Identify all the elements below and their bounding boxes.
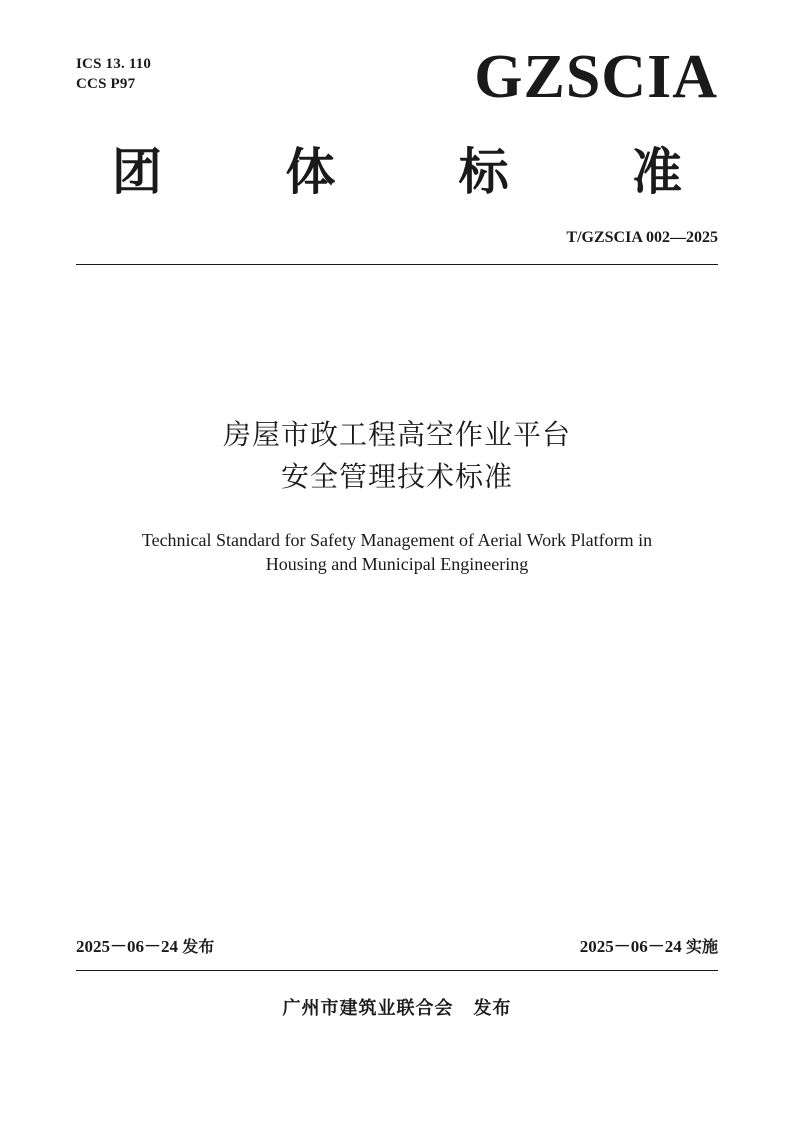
publisher-name: 广州市建筑业联合会 bbox=[282, 998, 454, 1019]
implement-date-line bbox=[580, 936, 718, 958]
implement-date: 2025－06－24 bbox=[579, 937, 682, 956]
bottom-divider bbox=[76, 970, 718, 971]
title-cn-line-2: 安全管理技术标准 bbox=[280, 460, 513, 493]
title-chinese bbox=[0, 414, 794, 498]
top-divider bbox=[76, 264, 718, 265]
publish-label: 发布 bbox=[182, 937, 215, 956]
publish-date: 2025－06－24 bbox=[76, 937, 178, 956]
title-en-line-1: Technical Standard for Safety Management of Aerial Work Platform in bbox=[141, 530, 653, 550]
standard-type-char: 团 bbox=[112, 143, 162, 201]
publisher-line bbox=[0, 996, 794, 1022]
standard-type-char: 准 bbox=[631, 143, 682, 201]
publish-date-line bbox=[76, 936, 214, 958]
standard-number: T/GZSCIA 002—2025 bbox=[566, 229, 718, 246]
classification-codes bbox=[76, 54, 151, 94]
ics-code: ICS 13. 110 bbox=[76, 56, 152, 72]
brand-logo-text: GZSCIA bbox=[474, 43, 718, 111]
ccs-code: CCS P97 bbox=[76, 76, 136, 92]
standard-type-heading bbox=[76, 140, 718, 204]
standard-type-char: 标 bbox=[458, 143, 509, 201]
implement-label: 实施 bbox=[685, 937, 718, 956]
publisher-action: 发布 bbox=[473, 998, 512, 1019]
standard-type-char: 体 bbox=[285, 143, 336, 201]
title-english bbox=[0, 528, 794, 576]
title-cn-line-1: 房屋市政工程高空作业平台 bbox=[222, 418, 571, 451]
title-en-line-2: Housing and Municipal Engineering bbox=[265, 554, 529, 574]
